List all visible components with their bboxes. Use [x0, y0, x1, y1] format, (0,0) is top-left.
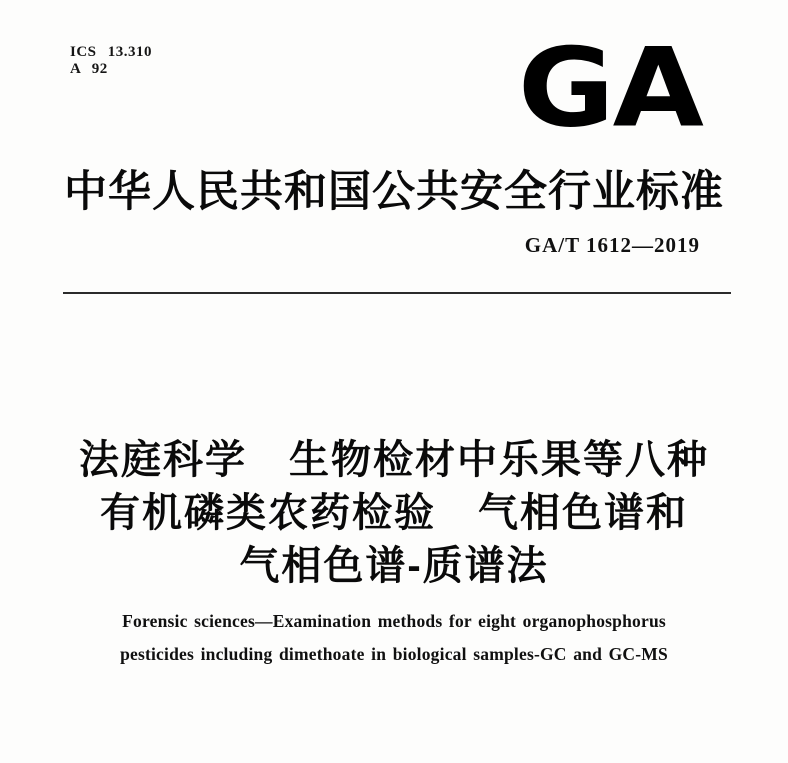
title-en-line-1: Forensic sciences—Examination methods for eight organophosphorus: [122, 611, 666, 631]
title-cn-line-3: 气相色谱-质谱法: [239, 544, 549, 588]
ga-logo: GA: [517, 24, 702, 152]
title-en-line-2: pesticides including dimethoate in biological samples-GC and GC-MS: [120, 644, 668, 664]
standard-category-title: 中华人民共和国公共安全行业标准: [64, 168, 724, 216]
title-cn-line-1: 法庭科学 生物检材中乐果等八种: [79, 438, 709, 482]
title-cn-line-2: 有机磷类农药检验 气相色谱和: [100, 491, 688, 535]
document-title-english: [0, 605, 788, 671]
standard-number: GA/T 1612—2019: [524, 233, 700, 257]
divider-rule: [63, 292, 731, 294]
document-title-chinese: [0, 434, 788, 593]
ics-classification-block: [70, 44, 152, 78]
ics-code: ICS 13.310: [70, 44, 153, 60]
classification-code: A 92: [70, 61, 108, 77]
